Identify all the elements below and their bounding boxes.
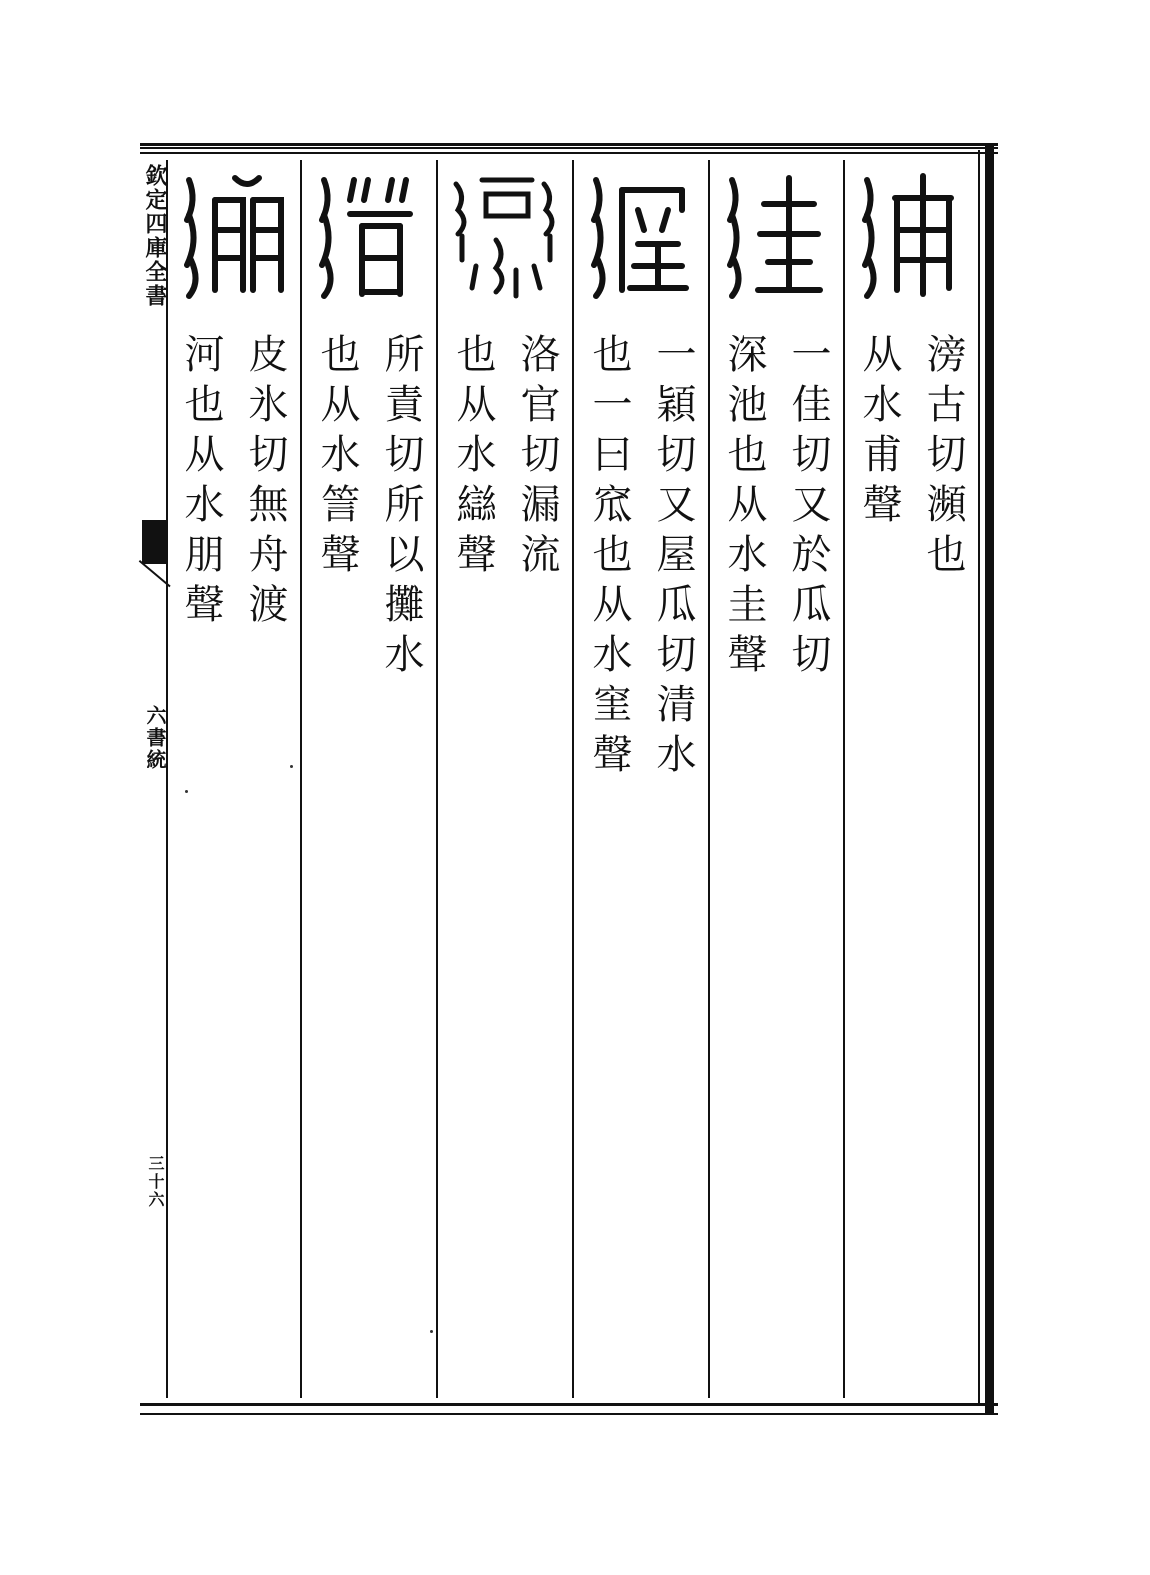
seal-script-glyph — [710, 165, 843, 305]
dictionary-entry — [302, 165, 436, 1395]
gloss-block — [580, 333, 702, 783]
gloss-block — [172, 333, 294, 633]
dictionary-entry — [710, 165, 843, 1395]
seal-glyph-icon — [175, 170, 293, 300]
gloss-block — [715, 333, 837, 683]
gloss-line: 洛官切漏流 — [514, 333, 560, 583]
seal-glyph-icon — [853, 170, 971, 300]
gloss-line: 所責切所以攤水 — [378, 333, 424, 683]
gloss-line: 也从水䇾聲 — [314, 333, 360, 583]
seal-glyph-icon — [310, 170, 428, 300]
seal-script-glyph — [438, 165, 572, 305]
bottom-border-rule — [140, 1403, 998, 1409]
gloss-line: 一穎切又屋瓜切清水 — [650, 333, 696, 783]
top-border-rule — [140, 143, 998, 149]
right-heavy-border — [985, 143, 994, 1413]
section-title: 六書統 — [143, 705, 167, 771]
scan-speck — [185, 790, 188, 793]
seal-script-glyph — [845, 165, 978, 305]
book-title: 欽定四庫全書 — [142, 164, 168, 308]
right-inner-border — [978, 150, 980, 1406]
top-inner-rule — [140, 152, 998, 154]
gloss-line: 也一曰窊也从水窐聲 — [586, 333, 632, 783]
page-margin-strip — [140, 160, 168, 1398]
fishtail-mark — [142, 520, 166, 564]
gloss-line: 从水甫聲 — [856, 333, 902, 533]
gloss-block — [444, 333, 566, 583]
dictionary-entry — [845, 165, 978, 1395]
gloss-line: 滂古切瀕也 — [920, 333, 966, 583]
gloss-line: 一佳切又於瓜切 — [785, 333, 831, 683]
scan-speck — [290, 765, 293, 768]
gloss-line: 河也从水朋聲 — [178, 333, 224, 633]
dictionary-entry — [438, 165, 572, 1395]
gloss-line: 深池也从水圭聲 — [721, 333, 767, 683]
seal-glyph-icon — [718, 170, 836, 300]
gloss-block — [308, 333, 430, 683]
bottom-inner-rule — [140, 1413, 998, 1415]
scan-speck — [430, 1330, 433, 1333]
seal-glyph-icon — [582, 170, 700, 300]
seal-script-glyph — [574, 165, 708, 305]
gloss-block — [850, 333, 972, 583]
page-number: 三十六 — [146, 1155, 165, 1209]
dictionary-entry — [574, 165, 708, 1395]
gloss-line: 也从水䜌聲 — [450, 333, 496, 583]
seal-script-glyph — [168, 165, 300, 305]
seal-script-glyph — [302, 165, 436, 305]
dictionary-entry — [168, 165, 300, 1395]
seal-glyph-icon — [446, 170, 564, 300]
gloss-line: 皮氷切無舟渡 — [242, 333, 288, 633]
